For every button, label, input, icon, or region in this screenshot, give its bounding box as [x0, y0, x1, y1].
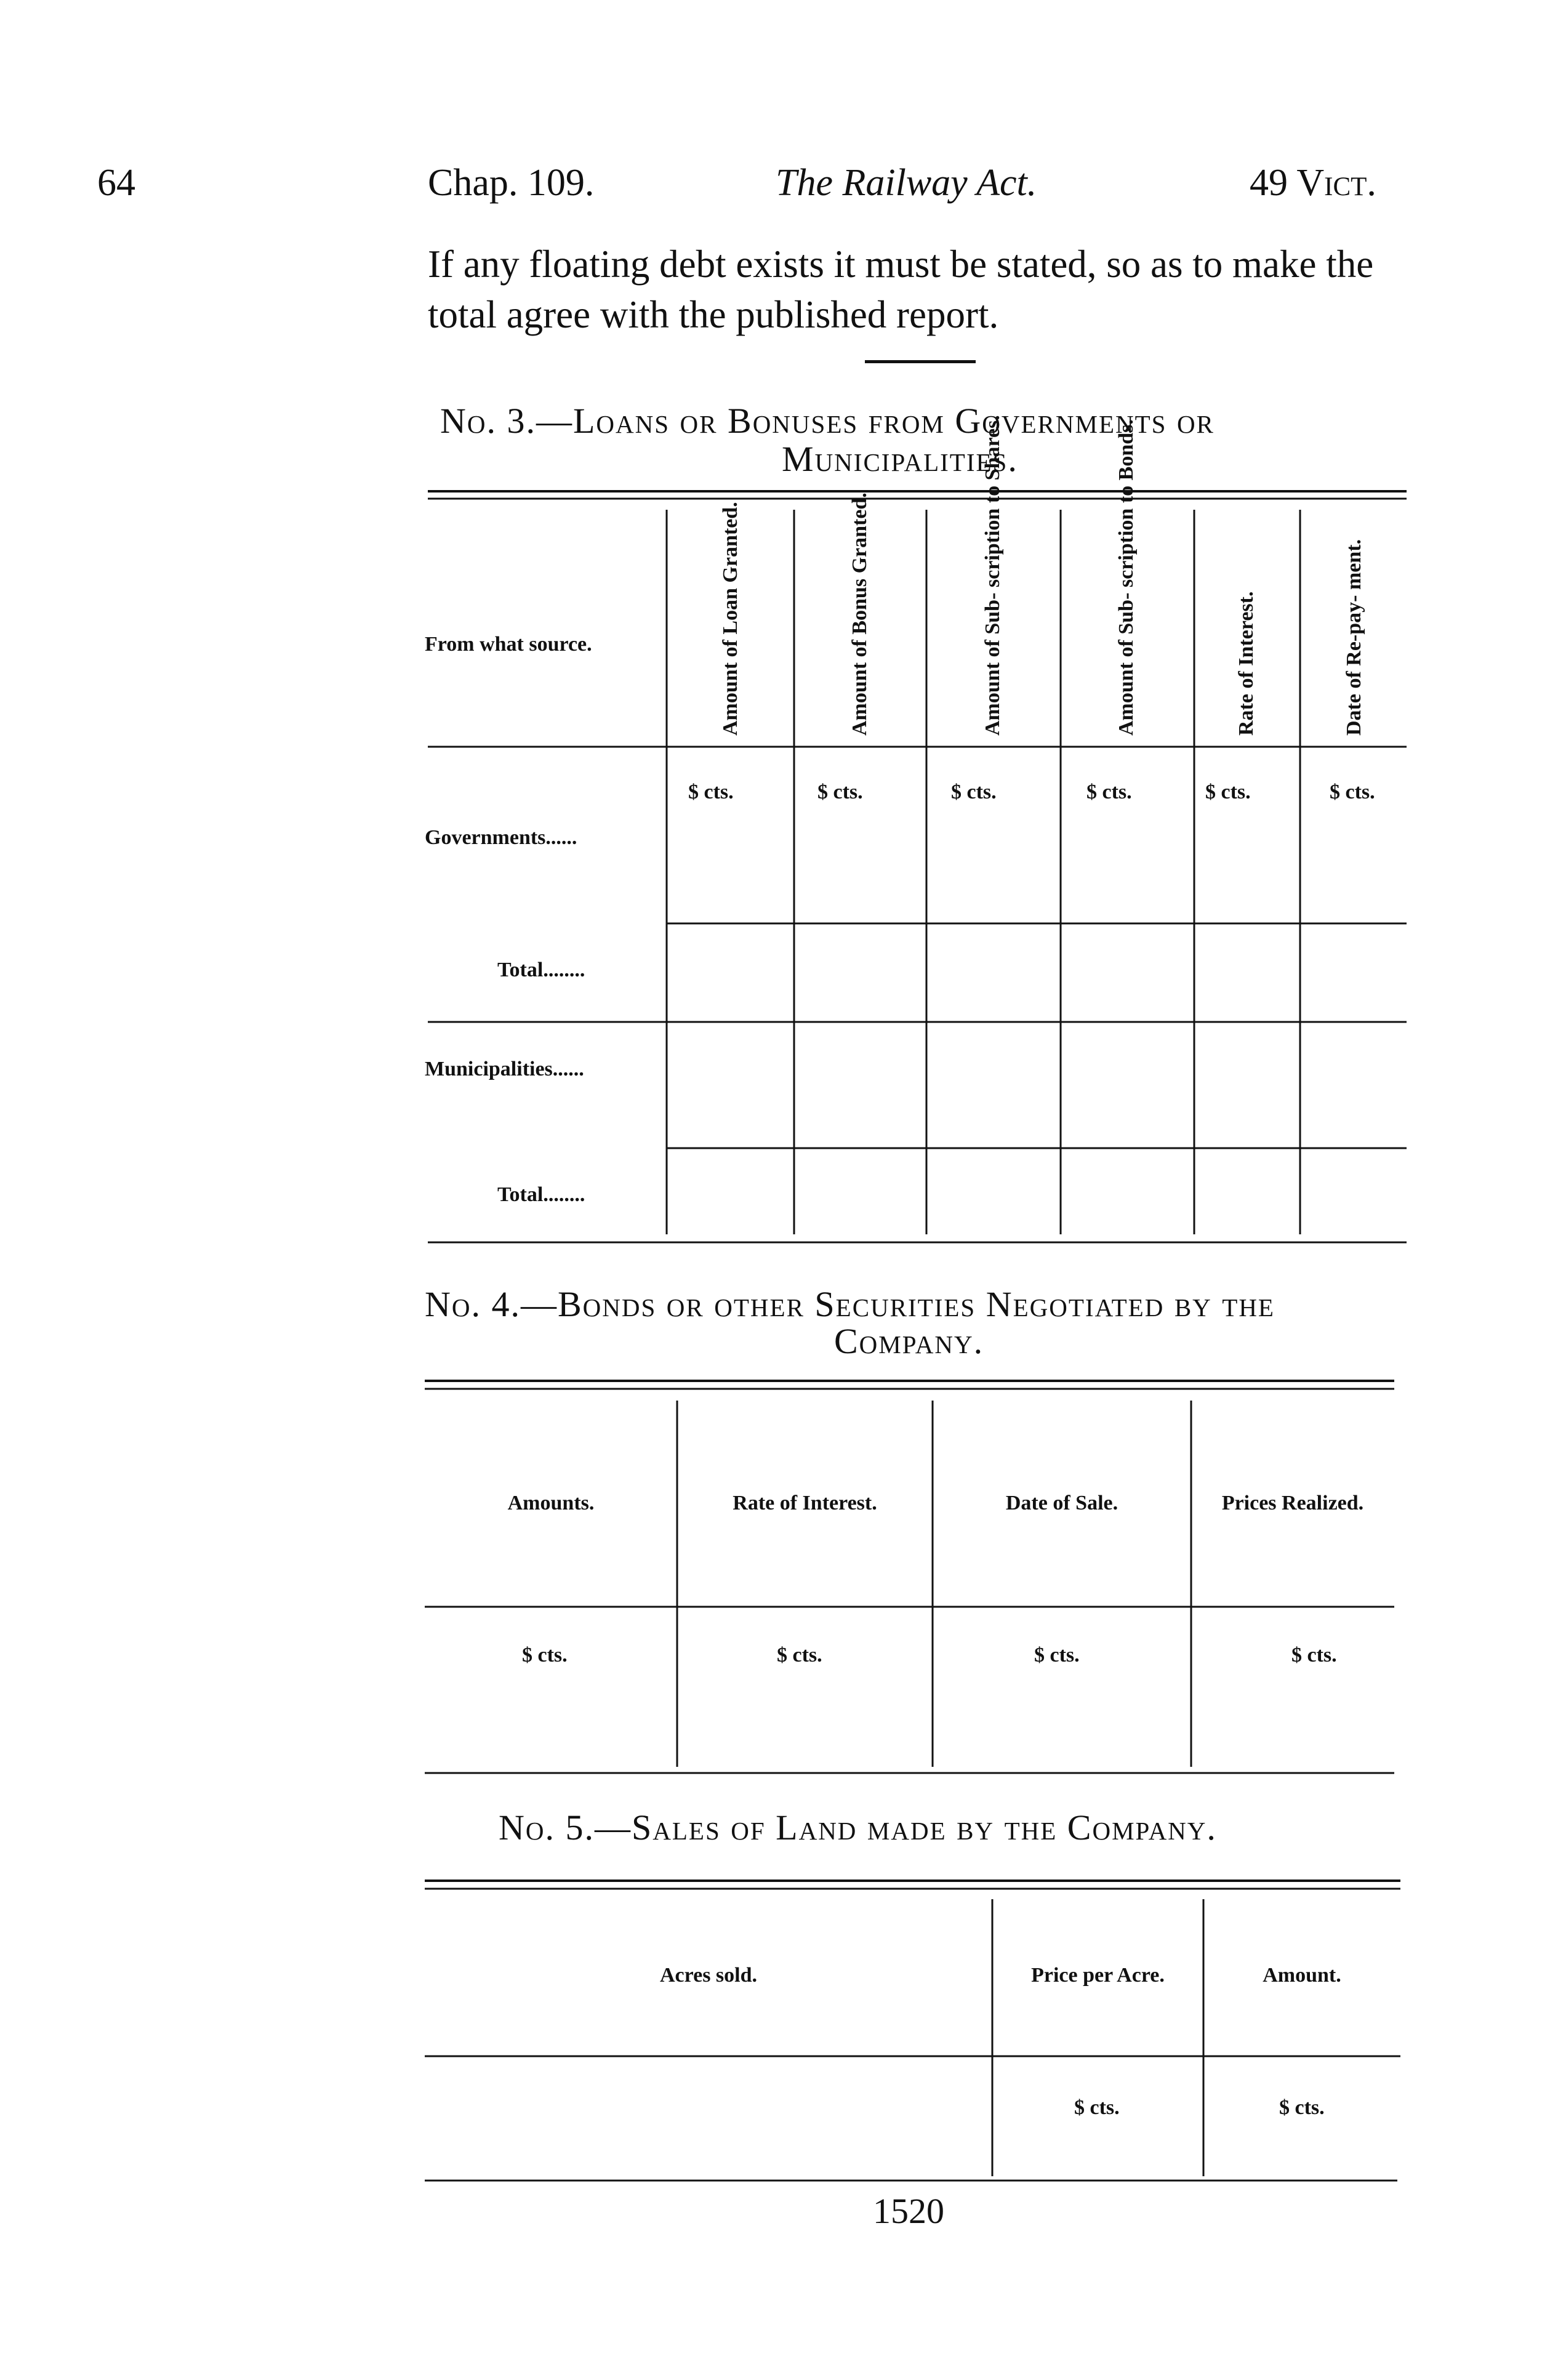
- running-title: The Railway Act.: [776, 162, 1037, 204]
- unit-loan: $ cts.: [688, 781, 734, 803]
- row-label-municipalities: Municipalities......: [425, 1058, 584, 1080]
- col-header-price-per-acre: Price per Acre.: [1031, 1964, 1165, 1987]
- row-label-total: Total........: [497, 959, 585, 981]
- col-header-rate-of-interest: Rate of Interest.: [733, 1492, 877, 1514]
- table3-caption-line1: No. 3.—Loans or Bonuses from Governments or: [440, 401, 1215, 441]
- col-header-amount: Amount.: [1263, 1964, 1341, 1987]
- unit-amount: $ cts.: [1279, 2096, 1325, 2119]
- regnal-year: 49 Vict.: [1250, 162, 1376, 204]
- col-header-bonds: Amount of Sub- scription to Bonds.: [1115, 419, 1138, 736]
- unit-bonus: $ cts.: [817, 781, 863, 803]
- col-header-date-of-sale: Date of Sale.: [1005, 1492, 1118, 1514]
- col-header-rate: Rate of Interest.: [1235, 591, 1258, 736]
- col-header-repayment: Date of Re-pay- ment.: [1343, 539, 1365, 736]
- col-header-prices-realized: Prices Realized.: [1221, 1492, 1364, 1514]
- intro-paragraph: If any floating debt exists it must be stated, so as to make the total agree with the published report.: [428, 243, 1374, 336]
- unit-bonds: $ cts.: [1086, 781, 1132, 803]
- col-header-shares: Amount of Sub- scription to Shares.: [981, 415, 1004, 736]
- unit-prices-realized: $ cts.: [1291, 1644, 1337, 1666]
- row-label-total: Total........: [497, 1183, 585, 1206]
- row-label-governments: Governments......: [425, 826, 577, 849]
- col-header-bonus: Amount of Bonus Granted.: [848, 492, 871, 736]
- table4-caption-line2: Company.: [834, 1321, 984, 1361]
- col-header-loan: Amount of Loan Granted.: [719, 502, 742, 736]
- col-header-acres-sold: Acres sold.: [659, 1964, 758, 1987]
- table4-caption-line1: No. 4.—Bonds or other Securities Negotiated by the: [425, 1284, 1275, 1324]
- page-number: 64: [97, 162, 135, 204]
- unit-date-of-sale: $ cts.: [1034, 1644, 1080, 1666]
- chapter-label: Chap. 109.: [428, 162, 595, 204]
- footer-page-mark: 1520: [873, 2191, 944, 2231]
- col-header-source: From what source.: [425, 633, 592, 656]
- table3-caption-line2: Municipalities.: [782, 439, 1018, 479]
- col-header-amounts: Amounts.: [507, 1492, 595, 1514]
- unit-amounts: $ cts.: [522, 1644, 568, 1666]
- unit-price-per-acre: $ cts.: [1074, 2096, 1120, 2119]
- unit-shares: $ cts.: [951, 781, 997, 803]
- unit-rate-of-interest: $ cts.: [777, 1644, 822, 1666]
- unit-repayment: $ cts.: [1330, 781, 1375, 803]
- table5-caption: No. 5.—Sales of Land made by the Company.: [499, 1807, 1217, 1847]
- unit-rate: $ cts.: [1205, 781, 1251, 803]
